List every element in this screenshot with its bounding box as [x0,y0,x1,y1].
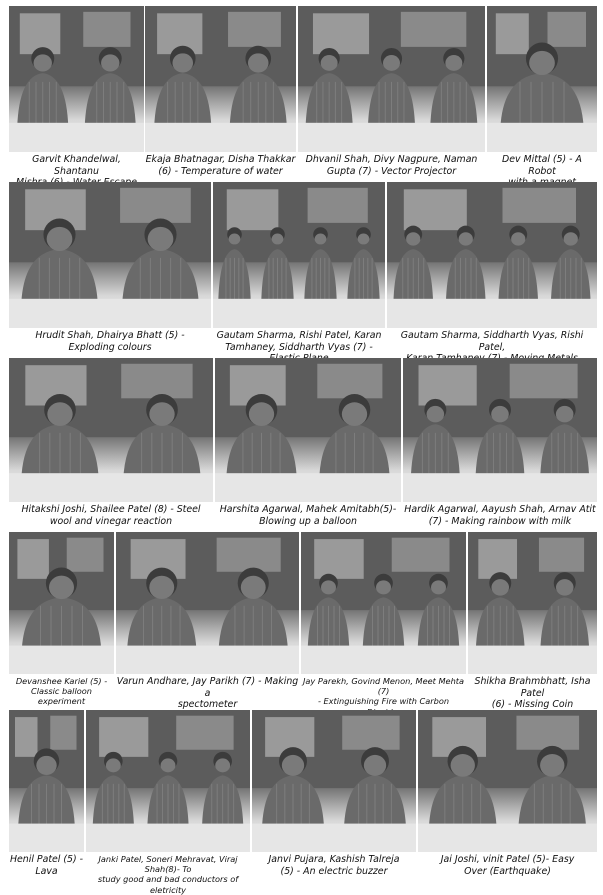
table-surface [468,646,597,674]
experiment-photo [9,358,213,502]
photo-caption: Hrudit Shah, Dhairya Bhatt (5) - Exploding colours [35,330,185,353]
table-surface [116,646,299,674]
photo-caption: Dhvanil Shah, Divy Nagpure, Naman Gupta (7) - Vector Projector [305,154,478,177]
experiment-photo [145,6,296,152]
table-surface [9,123,144,152]
photo-caption: Ekaja Bhatnagar, Disha Thakkar (6) - Temperature of water [145,154,296,177]
experiment-photo [468,532,597,674]
photo-caption: Shikha Brahmbhatt, Isha Patel (6) - Missing Coin [474,676,591,710]
experiment-photo [9,532,114,674]
photo-card [387,182,597,354]
photo-card [298,6,485,186]
photo-card [9,6,144,186]
photo-card [215,358,401,536]
photo-card [9,532,114,710]
experiment-photo [403,358,597,502]
table-surface [487,123,597,152]
photo-card [468,532,597,710]
photo-card [116,532,299,710]
photo-card [252,710,416,882]
photo-card [9,358,213,536]
photo-caption: Jay Parekh, Govind Menon, Meet Mehta (7) - Extinguishing Fire with Carbon [303,676,464,707]
photo-caption: Janki Patel, Soneri Mehravat, Viraj Shah(8)- To study good and bad conductors of eletricity [97,854,239,895]
table-surface [298,123,485,152]
photo-caption: Devanshee Kariel (5) - Classic balloon experiment [15,676,108,707]
photo-caption: Garvit Khandelwal, Shantanu [32,154,121,177]
table-surface [215,473,401,502]
table-surface [9,646,114,674]
table-surface [86,824,250,852]
background-window [419,365,477,405]
photo-card [86,710,250,895]
experiment-photo [116,532,299,674]
table-surface [418,824,597,852]
experiment-photo [301,532,466,674]
background-window [314,539,364,579]
experiment-photo [9,182,211,328]
table-surface [213,299,385,328]
photo-card [487,6,597,186]
background-window [313,13,369,54]
table-surface [9,299,211,328]
experiment-photo [215,358,401,502]
background-window [15,717,38,757]
photo-card [418,710,597,882]
table-surface [403,473,597,502]
photo-caption: Gautam Sharma, Rishi Patel, Karan Tamhaney, Siddharth Vyas (7) - [216,330,382,353]
photo-caption: Hardik Agarwal, Aayush Shah, Arnav Atit (7) - Making rainbow with milk [404,504,596,527]
experiment-photo [252,710,416,852]
photo-card [213,182,385,354]
table-surface [9,473,213,502]
photo-caption: Harshita Agarwal, Mahek Amitabh(5)- Blowing up a balloon [219,504,397,527]
experiment-photo [487,6,597,152]
experiment-photo [86,710,250,852]
table-surface [9,824,84,852]
photo-caption: Dev Mittal (5) - A Robot [502,154,582,177]
photo-card [9,182,211,354]
table-surface [145,123,296,152]
photo-caption: Varun Andhare, Jay Parikh (7) - Making a spectometer [116,676,299,710]
background-window [17,539,49,579]
experiment-photo [9,6,144,152]
table-surface [252,824,416,852]
photo-card [301,532,466,714]
photo-card [403,358,597,536]
background-window [496,13,529,54]
table-surface [387,299,597,328]
photo-card [145,6,296,186]
experiment-photo [213,182,385,328]
experiment-photo [387,182,597,328]
background-window [99,717,148,757]
table-surface [301,646,466,674]
experiment-photo [298,6,485,152]
photo-caption: Janvi Pujara, Kashish Talreja (5) - An electric buzzer [268,854,400,877]
background-window [227,189,279,230]
experiment-photo [418,710,597,852]
photo-card [9,710,84,882]
photo-caption: Jai Joshi, vinit Patel (5)- Easy Over (Earthquake) [440,854,575,877]
photo-caption: Henil Patel (5) - Lava [9,854,84,877]
experiment-photo [9,710,84,852]
background-window [404,189,467,230]
photo-caption: Hitakshi Joshi, Shailee Patel (8) - Steel wool and vinegar reaction [21,504,201,527]
photo-caption: Gautam Sharma, Siddharth Vyas, Rishi Patel, [400,330,584,353]
